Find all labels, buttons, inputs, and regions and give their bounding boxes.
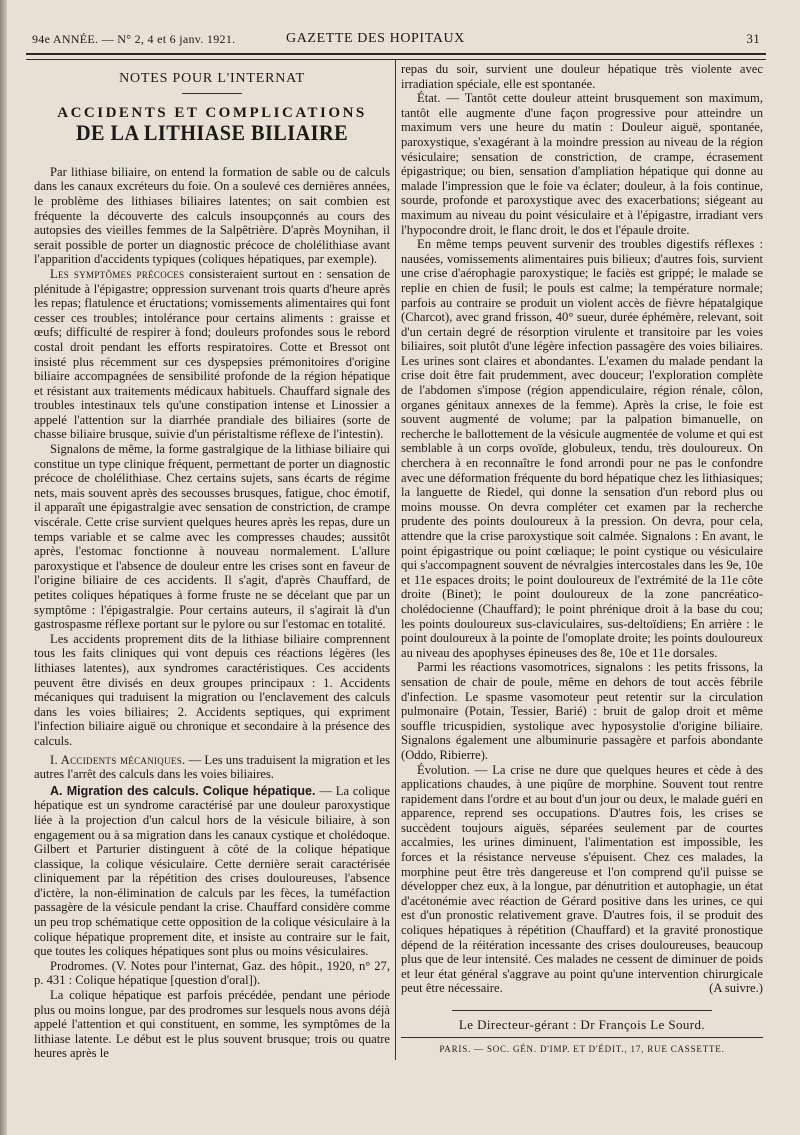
paragraph: Évolution. — La crise ne dure que quelques heures et cède à des applications chaudes, à une piqûre de morphine. Souvent tout rentre rapidement dans l'ordre et au bout d'un jour ou deux, le malade guéri en apparence, reprend ses occupations. D'autres fois, les crises se succèdent toujours aiguës, séparées seulement par de courtes accalmies, les urines diminuent, l'alimentation est impossible, les forces et la résistance nerveuse s'épuisent. Chez ces malades, la morphine peut être très dangereuse et l'on comprend qu'il puisse se développer chez eux, à la longue, par dénutrition et autophagie, un état d'acétonémie avec réaction de Gérard positive dans les urines, ce qui est d'un pronostic relativement grave. D'autres fois, il se produit des coliques hépatiques à répétition (Chauffard) et la gravité pronostique dépend de la réitération incessante des crises douloureuses, beaucoup plus que de leur intensité. Ces malades ne cessent de diminuer de poids et leur état général s'aggrave au point qu'une intervention chirurgicale peut être nécessaire. (A suivre.) (401, 762, 763, 996)
paragraph: Parmi les réactions vasomotrices, signalons : les petits frissons, la sensation de chair de poule, même en dehors de tout accès fébrile d'infection. Le spasme vasomoteur peut retentir sur la circulation pulmonaire (Potain, Tessier, Barié) : bruit de galop droit et même souffle tricuspidien, systolique avec hyposystolie d'origine biliaire. Signalons également une albuminurie passagère et parfois abondante (Oddo, Ribierre). (401, 660, 763, 762)
page-binding-edge (0, 0, 7, 1135)
article-title-main: DE LA LITHIASE BILIAIRE (75, 120, 349, 146)
right-column (401, 62, 763, 996)
article-title-gothic: ACCIDENTS ET COMPLICATIONS (57, 104, 367, 121)
issue-line: 94e ANNÉE. — N° 2, 4 et 6 janv. 1921. (32, 32, 236, 46)
column-separator (395, 60, 396, 1060)
paragraph: Les symptômes précoces consisteraient surtout en : sensation de plénitude à l'épigastre; oppression survenant trois quarts d'heure après les repas; flatulence et éructations; vomissements alimentaires qui font cesser ces troubles; intolérance pour certains aliments : graisse et œufs; difficulté de respirer à fond; douleurs profondes sous le rebord costal droit pendant les efforts respiratoires. Cotte et Bressot ont insisté plus récemment sur ces dyspepsies prémonitoires d'origine biliaire accompagnées de sensibilité profonde de la région hépatique et résistant aux traitements médicaux habituels. Chauffard signale des troubles intestinaux tels qu'une constipation intense et Linossier a appelé l'attention sur la diarrhée prandiale des biliaires (sorte de chasse biliaire brusque, suivie d'un péristaltisme réflexe de l'intestin). (34, 266, 391, 442)
paragraph: La colique hépatique est parfois précédée, pendant une période plus ou moins longue, par des prodromes sur lesquels nous avons déjà appelé l'attention et qui constituent, en somme, les symptômes de la lithiase latente. Le début est le plus souvent brusque; trois ou quatre heures après le (34, 988, 390, 1061)
subheading: A. Migration des calculs. Colique hépatique. (50, 783, 316, 798)
paragraph: En même temps peuvent survenir des troubles digestifs réflexes : nausées, vomissements alimentaires puis bilieux; d'autres fois, survient une crise d'aérophagie paroxystique; le faciès est grippé; le malade se replie en chien de fusil; le pouls est calme; la température normale; parfois au contraire se produit un violent accès de fièvre hépatalgique (Charcot), avec grand frisson, 40° sueur, durée éphémère, relevant, soit d'un certain degré de résorption virulente et transitoire par les voies biliaires, soit plutôt d'une légère infection passagère des voies biliaires. Les urines sont claires et abondantes. L'examen du malade pendant la crise doit être fait prudemment, avec douceur; l'exploration complète de l'abdomen s'impose (région appendiculaire, région rénale, côlon, organes génitaux annexes de la femme). Après la crise, le foie est souvent augmenté de volume; par la palpation bimanuelle, on recherche le ballottement de la vésicule augmentée de volume et qui est semblable à un corps ovoïde, globuleux, tendu, très douloureux. On cherchera à en reconnaître le fond arrondi pour ne pas le confondre avec une déformation fréquente du bord hépatique chez les lithiasiques; la languette de Riedel, qui donne la sensation d'un rebord plus ou moins mousse. On devra compléter cet examen par la recherche prudente des points douloureux à la pression. On devra, pour cela, attendre que la crise paroxystique soit calmée. Signalons : En avant, le point épigastrique ou point cœliaque; le point cystique ou vésiculaire qui s'accompagnent souvent de névralgies intercostales dans les 9e, 10e et 11e espaces droits; le point douloureux de l'extrémité de la 11e côte droite (Binet); le point douloureux de la zone pancréatico-cholédocienne (Chauffard); le point phrénique droit à la base du cou; les points douloureux sus-claviculaires, sus-deltoïdiens; En arrière : le point douloureux à la pointe de l'omoplate droite; les points douloureux au niveau des apophyses épineuses des 8e, 10e et 11e dorsales. (401, 237, 763, 660)
paragraph: I. Accidents mécaniques. — Les uns traduisent la migration et les autres l'arrêt des calculs dans les voies biliaires. (34, 752, 390, 782)
footer-rule-full (401, 1037, 763, 1038)
paragraph: repas du soir, survient une douleur hépatique très violente avec irradiation spéciale, elle est spontanée. (401, 62, 763, 91)
printer-line: PARIS. — SOC. GÉN. D'IMP. ET D'ÉDIT., 17, RUE CASSETTE. (439, 1044, 725, 1054)
page-number: 31 (746, 31, 760, 46)
paragraph: Les accidents proprement dits de la lithiase biliaire comprennent tous les faits cliniques qui vont depuis ces réactions légères (les lithiases latentes), aux syndromes caractéristiques. Ces accidents peuvent être divisés en deux groupes principaux : 1. Accidents mécaniques qui traduisent la migration ou l'enclavement des calculs dans les voies biliaires; 2. Accidents septiques, qui expriment l'infection biliaire aiguë ou chronique et secondaire à la présence des calculs. (34, 631, 390, 748)
paragraph-lead: Les symptômes précoces (50, 266, 185, 281)
header-rule (26, 53, 766, 60)
left-column (34, 62, 390, 1061)
footer-rule (452, 1010, 712, 1011)
paragraph: Par lithiase biliaire, on entend la formation de sable ou de calculs dans les canaux excréteurs du foie. On a soulevé ces dernières années, le problème des lithiases biliaires latentes; on sait combien est fréquente la découverte des calculs insoupçonnés au cours des autopsies des vieilles femmes de la Salpêtrière. D'après Moynihan, il serait possible de porter un diagnostic précoce de cholélithiase avant l'apparition d'accidents typiques (coliques hépatiques, par exemple). (34, 164, 390, 267)
paragraph: Signalons de même, la forme gastralgique de la lithiase biliaire qui constitue un type clinique fréquent, permettant de porter un diagnostic précoce de cholélithiase. Chez certains sujets, sans écarts de régime nets, mais souvent après des secousses brusques, fatigue, choc émotif, il apparaît une épigastralgie avec sensation de constriction, de crampe viscérale. Cette crise survient quelques heures après les repas, dure un temps variable et se calme avec les compresses chaudes; aussitôt après, l'estomac fonctionne à nouveau normalement. L'allure paroxystique et l'absence de douleur entre les crises sont en faveur de l'origine biliaire de ces accidents. Il s'agit, d'après Chauffard, de petites coliques hépatiques à forme fruste ne se décelant que par un symptôme : l'épigastralgie. Pour certains auteurs, il s'agirait là d'un gastrospasme réflexe portant sur le pylore ou sur l'estomac en totalité. (34, 442, 390, 632)
paragraph: État. — Tantôt cette douleur atteint brusquement son maximum, tantôt elle augmente d'une façon progressive pour atteindre un maximum vers une heure du matin : Douleur aiguë, spontanée, paroxystique, s'exagérant à la moindre pression au niveau de la région vésiculaire; sensation de constriction, de crampe, écrasement épigastrique; ou bien, sensation d'ampliation hépatique qui donne au malade l'impression que le foie va éclater; douleur, à la fois continue, sourde, profonde et paroxystique avec des exacerbations; siégeant au maximum au niveau du point vésiculaire et à l'épigastre, irradiant vers l'hypocondre droit, le flanc droit, le dos et l'épaule droite. (401, 91, 763, 237)
paragraph: Prodromes. (V. Notes pour l'internat, Gaz. des hôpit., 1920, n° 27, p. 431 : Colique hépatique [question d'oral]). (34, 958, 390, 988)
paragraph-lead: I. Accidents mécaniques. (50, 752, 186, 767)
paragraph: A. Migration des calculs. Colique hépatique. — La colique hépatique est un syndrome caractérisé par une douleur paroxystique liée à la projection d'un calcul hors de la vésicule biliaire, à son engagement ou à sa migration dans les canaux cystique et cholédoque. Gilbert et Parturier distinguent à côté de la colique hépatique classique, la colique vésiculaire. Cette dernière serait caractérisée cliniquement par la répétition des crises douloureuses, l'absence d'ictère, la non-élimination de calculs par les fèces, la tuméfaction passagère de la vésicule pendant la crise. Chauffard considère comme un peu trop schématique cette opposition de la colique vésiculaire à la colique hépatique proprement dite, et insiste au contraire sur le fait, que toutes les coliques hépatiques sont plus ou moins vésiculaires. (34, 783, 390, 959)
page-footer (401, 1010, 763, 1054)
page-header (26, 30, 760, 50)
journal-title: GAZETTE DES HOPITAUX (286, 31, 465, 46)
section-rule (182, 93, 242, 94)
director-line: Le Directeur-gérant : Dr François Le Sourd. (458, 1017, 706, 1032)
section-title: NOTES POUR L'INTERNAT (119, 71, 305, 86)
to-be-continued: (A suivre.) (709, 981, 763, 996)
